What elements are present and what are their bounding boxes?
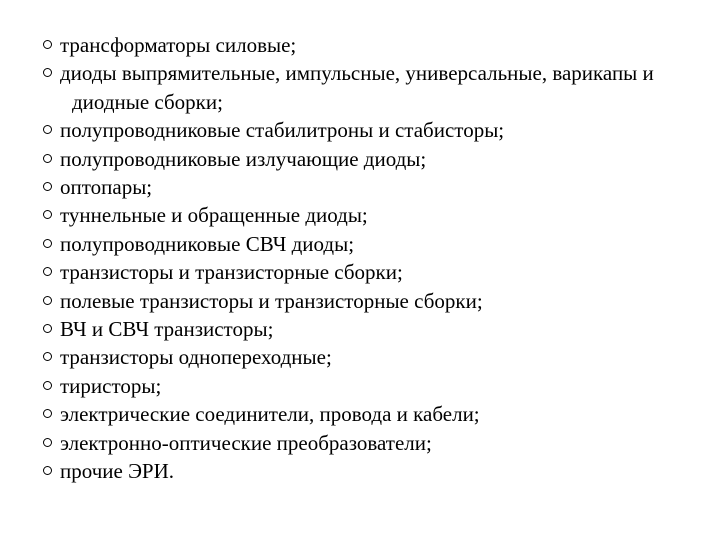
list-item-text: оптопары; <box>60 175 153 200</box>
list-item <box>43 400 672 428</box>
open-circle-bullet-icon <box>43 182 52 191</box>
list-item <box>43 258 672 286</box>
open-circle-bullet-icon <box>43 154 52 163</box>
list-item-text: трансформаторы силовые; <box>60 33 297 57</box>
list-item-text: электронно-оптические преобразователи; <box>60 430 432 455</box>
open-circle-bullet-icon <box>43 68 52 77</box>
list-item <box>43 372 672 400</box>
list-item-text: полупроводниковые стабилитроны и стабисторы; <box>60 118 505 143</box>
list-item <box>43 230 672 258</box>
open-circle-bullet-icon <box>43 40 52 49</box>
open-circle-bullet-icon <box>43 324 52 333</box>
open-circle-bullet-icon <box>43 239 52 248</box>
list-item <box>43 116 672 144</box>
list-item <box>43 201 672 229</box>
list-item <box>43 457 672 485</box>
list-item-text: транзисторы однопереходные; <box>60 345 332 370</box>
list-item-text: полевые транзисторы и транзисторные сборки; <box>60 288 483 313</box>
list-item-text: туннельные и обращенные диоды; <box>60 203 368 228</box>
list-item <box>43 59 672 116</box>
open-circle-bullet-icon <box>43 352 52 361</box>
list-item <box>43 31 672 59</box>
list-item <box>43 315 672 343</box>
list-item <box>43 145 672 173</box>
open-circle-bullet-icon <box>43 296 52 305</box>
list-item-text: диоды выпрямительные, импульсные, универсальные, варикапы и диодные сборки; <box>60 61 654 114</box>
list-item-text: ВЧ и СВЧ транзисторы; <box>60 317 274 342</box>
open-circle-bullet-icon <box>43 125 52 134</box>
list-item <box>43 343 672 371</box>
list-item-text: полупроводниковые излучающие диоды; <box>60 146 427 171</box>
list-item <box>43 287 672 315</box>
open-circle-bullet-icon <box>43 267 52 276</box>
open-circle-bullet-icon <box>43 381 52 390</box>
list-item-text: транзисторы и транзисторные сборки; <box>60 260 403 285</box>
list-item <box>43 429 672 457</box>
list-item-text: полупроводниковые СВЧ диоды; <box>60 231 355 256</box>
open-circle-bullet-icon <box>43 466 52 475</box>
open-circle-bullet-icon <box>43 409 52 418</box>
open-circle-bullet-icon <box>43 210 52 219</box>
list-item <box>43 173 672 201</box>
list-item-text: электрические соединители, провода и кабели; <box>60 402 480 427</box>
list-item-text: тиристоры; <box>60 373 162 398</box>
list-item-text: прочие ЭРИ. <box>60 459 175 484</box>
open-circle-bullet-icon <box>43 438 52 447</box>
